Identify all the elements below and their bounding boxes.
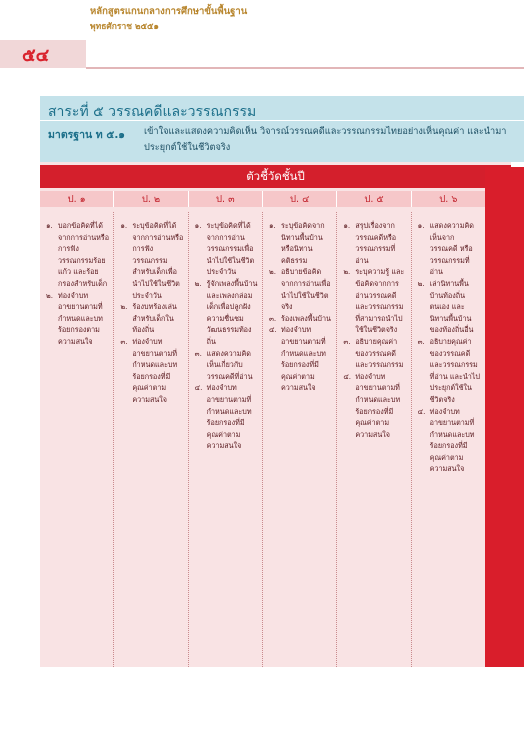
grade-header-5: ป. ๕ (337, 191, 411, 207)
document-title: หลักสูตรแกนกลางการศึกษาขั้นพื้นฐาน (90, 6, 248, 17)
indicator-item: ๔. ท่องจำบทอาขยานตามที่กำหนดและบทร้อยกรองที่มีคุณค่าตามความสนใจ (417, 406, 475, 474)
grade-column-2 (114, 212, 188, 667)
page-number: ๕๔ (0, 40, 86, 68)
grade-column-5 (337, 212, 411, 667)
grade-column-1 (40, 212, 114, 667)
indicator-item: ๑. ระบุข้อคิดที่ได้จากการอ่านหรือการฟังวรรณกรรมสำหรับเด็กเพื่อนำไปใช้ในชีวิตประจำวัน (120, 221, 184, 300)
grade-column-4 (263, 212, 337, 667)
indicator-item: ๓. อธิบายคุณค่าของวรรณคดีและวรรณกรรมที่อ่าน และนำไปประยุกต์ใช้ในชีวิตจริง (417, 336, 480, 404)
indicator-item: ๒. ร้องบทร้องเล่นสำหรับเด็กในท้องถิ่น (120, 302, 177, 335)
indicator-item: ๔. ท่องจำบทอาขยานตามที่กำหนดและบทร้อยกรองที่มีคุณค่าตามความสนใจ (343, 371, 401, 439)
indicator-item: ๒. ท่องจำบทอาขยานตามที่กำหนดและบทร้อยกรองตามความสนใจ (46, 290, 103, 346)
strand-divider (40, 120, 524, 121)
decorative-side-strip (485, 167, 524, 667)
indicator-item: ๑. ระบุข้อคิดจากนิทานพื้นบ้านหรือนิทานคติธรรม (268, 221, 325, 265)
indicator-item: ๒. ระบุความรู้ และข้อคิดจากการอ่านวรรณคดีและวรรณกรรมที่สามารถนำไปใช้ในชีวิตจริง (343, 267, 405, 335)
grade-header-4: ป. ๔ (263, 191, 337, 207)
grade-header-row (40, 191, 485, 207)
grade-header-1: ป. ๑ (40, 191, 114, 207)
document-subtitle: พุทธศักราช ๒๕๕๑ (90, 22, 159, 32)
indicator-item: ๓. ท่องจำบทอาขยานตามที่กำหนดและบทร้อยกรองที่มีคุณค่าตามความสนใจ (120, 336, 178, 404)
indicator-item: ๒. เล่านิทานพื้นบ้านท้องถิ่นตนเอง และนิทานพื้นบ้านของท้องถิ่นอื่น (417, 278, 474, 335)
indicators-heading: ตัวชี้วัดชั้นปี (40, 165, 511, 188)
grade-column-6 (412, 212, 485, 667)
indicator-columns (40, 212, 485, 667)
indicator-item: ๒. อธิบายข้อคิดจากการอ่านเพื่อนำไปใช้ในชีวิตจริง (268, 267, 331, 312)
header-divider (86, 67, 524, 69)
grade-header-3: ป. ๓ (189, 191, 263, 207)
indicator-item: ๔. ท่องจำบทอาขยานตามที่กำหนดและบทร้อยกรองที่มีคุณค่าตามความสนใจ (268, 325, 326, 393)
grade-header-2: ป. ๒ (114, 191, 188, 207)
strand-panel (40, 96, 524, 162)
indicator-item: ๓. แสดงความคิดเห็นเกี่ยวกับวรรณคดีที่อ่าน (194, 348, 253, 381)
standard-text: เข้าใจและแสดงความคิดเห็น วิจารณ์วรรณคดีและวรรณกรรมไทยอย่างเห็นคุณค่า และนำมาประยุกต์ใช้ในชีวิตจริง (144, 126, 507, 153)
indicator-item: ๒. รู้จักเพลงพื้นบ้าน และเพลงกล่อมเด็กเพื่อปลูกฝังความชื่นชมวัฒนธรรมท้องถิ่น (194, 278, 258, 346)
indicator-item: ๓. อธิบายคุณค่าของวรรณคดีและวรรณกรรม (343, 336, 404, 370)
indicator-item: ๑. สรุปเรื่องจากวรรณคดีหรือวรรณกรรมที่อ่าน (343, 221, 397, 265)
standard-label: มาตรฐาน ท ๕.๑ (48, 129, 125, 141)
indicator-item: ๑. บอกข้อคิดที่ได้จากการอ่านหรือการฟังวรรณกรรมร้อยแก้ว และร้อยกรองสำหรับเด็ก (46, 221, 110, 288)
indicator-item: ๑. ระบุข้อคิดที่ได้จากการอ่านวรรณกรรมเพื่อนำไปใช้ในชีวิตประจำวัน (194, 221, 255, 277)
grade-column-3 (189, 212, 263, 667)
indicator-item: ๑. แสดงความคิดเห็นจากวรรณคดี หรือวรรณกรรมที่อ่าน (417, 221, 474, 277)
indicator-item: ๓. ร้องเพลงพื้นบ้าน (268, 313, 331, 323)
strand-title: สาระที่ ๕ วรรณคดีและวรรณกรรม (48, 104, 257, 120)
grade-header-6: ป. ๖ (412, 191, 485, 207)
indicator-item: ๔. ท่องจำบทอาขยานตามที่กำหนดและบทร้อยกรองที่มีคุณค่าตามความสนใจ (194, 383, 252, 451)
